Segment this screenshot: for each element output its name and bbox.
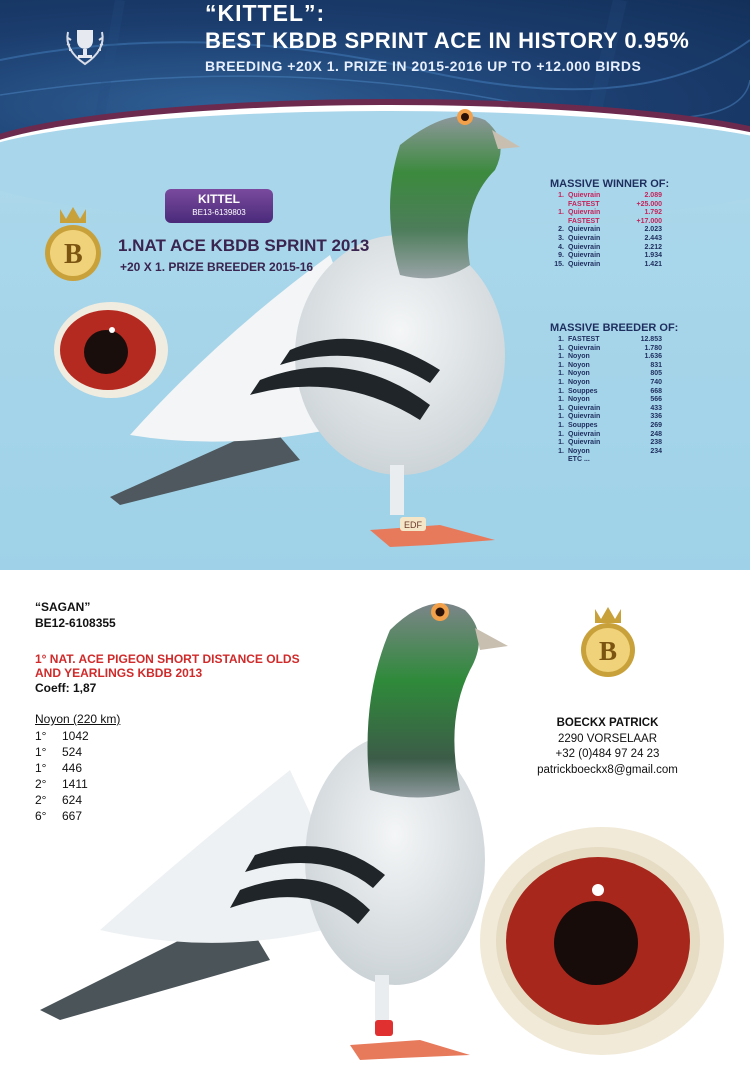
result-place: Noyon [568, 361, 590, 369]
result-rank: 1. [558, 353, 564, 361]
result-row [550, 396, 740, 405]
result-value: 238 [650, 439, 662, 447]
contact-phone[interactable]: +32 (0)484 97 24 23 [555, 748, 660, 760]
pigeon-eye-bottom [478, 825, 726, 1057]
result-row [550, 405, 740, 414]
result-value: 805 [650, 370, 662, 378]
crown-b-logo-bottom [577, 605, 639, 681]
massive-breeder-heading: MASSIVE BREEDER OF: [550, 322, 679, 334]
result-value: +25.000 [636, 200, 662, 208]
result-place: Noyon [568, 447, 590, 455]
result-value: 740 [650, 378, 662, 386]
ace-title: 1.NAT ACE KBDB SPRINT 2013 [118, 236, 370, 255]
result-rank: 1. [558, 344, 564, 352]
result-place: Quievrain [568, 260, 601, 268]
result-rank: 1. [558, 396, 564, 404]
result-place: Quievrain [568, 430, 601, 438]
result-value: 1.780 [644, 344, 662, 352]
result-place: Quievrain [568, 243, 601, 251]
sagan-result-place: 2° [35, 793, 47, 807]
result-row [550, 209, 740, 218]
result-row [550, 261, 740, 270]
massive-breeder-list [550, 322, 740, 465]
result-place: Noyon [568, 396, 590, 404]
result-place: Noyon [568, 370, 590, 378]
result-value: 12.853 [640, 336, 662, 343]
contact-email[interactable]: patrickboeckx8@gmail.com [537, 763, 678, 776]
pigeon-eye-top [52, 300, 170, 400]
result-rank: 1. [558, 378, 564, 386]
result-place: FASTEST [568, 200, 600, 208]
banner-title-line1: “KITTEL”: [205, 0, 326, 26]
sagan-result-row [35, 760, 89, 776]
sagan-result-place: 1° [35, 745, 47, 759]
result-row [550, 353, 740, 362]
result-place: Noyon [568, 353, 590, 361]
result-value: +17.000 [636, 217, 662, 225]
result-value: 1.792 [644, 209, 662, 217]
banner-subtitle: BREEDING +20X 1. PRIZE IN 2015-2016 UP TO +12.000 BIRDS [205, 58, 642, 74]
result-rank: 1. [558, 192, 564, 199]
sagan-result-value: 524 [62, 745, 83, 759]
result-value: 1.636 [644, 353, 662, 361]
result-rank: 1. [558, 387, 564, 395]
result-value: 1.934 [644, 252, 662, 260]
result-rank: 1. [558, 370, 564, 378]
result-rank: 3. [558, 234, 564, 242]
result-place: Quievrain [568, 413, 601, 421]
sagan-result-value: 1411 [62, 777, 88, 791]
sagan-coeff: Coeff: 1,87 [35, 681, 97, 695]
result-rank: 1. [558, 447, 564, 455]
result-row [550, 431, 740, 440]
sagan-result-value: 1042 [62, 729, 89, 743]
result-value: 433 [650, 404, 662, 412]
sagan-result-row [35, 792, 89, 808]
result-rank: 1. [558, 209, 564, 217]
result-value: 234 [650, 447, 662, 455]
result-place: Souppes [568, 421, 598, 429]
result-row [550, 370, 740, 379]
result-place: Quievrain [568, 404, 601, 412]
sagan-result-row [35, 776, 89, 792]
massive-winner-list [550, 178, 740, 269]
result-row [550, 235, 740, 244]
result-row [550, 226, 740, 235]
result-rank: 1. [558, 430, 564, 438]
sagan-name: “SAGAN” [35, 600, 91, 614]
badge-name: KITTEL [198, 192, 240, 206]
result-row [550, 439, 740, 448]
result-place: Quievrain [568, 439, 601, 447]
result-value: 336 [650, 413, 662, 421]
sagan-results-list [35, 728, 89, 824]
result-value: 248 [650, 430, 662, 438]
result-row [550, 345, 740, 354]
contact-block [520, 716, 695, 778]
sagan-result-value: 667 [62, 809, 83, 823]
result-value: 1.421 [644, 260, 662, 268]
leg-ring-text: EDF [404, 520, 422, 530]
result-row [550, 192, 740, 201]
result-place: Quievrain [568, 192, 601, 199]
result-place: Quievrain [568, 226, 601, 234]
sagan-result-place: 2° [35, 777, 47, 791]
result-value: 668 [650, 387, 662, 395]
massive-winner-heading: MASSIVE WINNER OF: [550, 178, 670, 190]
result-row [550, 244, 740, 253]
sagan-race: Noyon (220 km) [35, 712, 121, 726]
result-rank: 4. [558, 243, 564, 251]
result-value: 566 [650, 396, 662, 404]
result-value: 269 [650, 421, 662, 429]
result-rank: 1. [558, 413, 564, 421]
sagan-title-line2: AND YEARLINGS KBDB 2013 [35, 666, 203, 680]
sagan-result-place: 1° [35, 761, 47, 775]
result-row [550, 379, 740, 388]
result-place: FASTEST [568, 336, 600, 343]
badge-ring: BE13-6139803 [192, 208, 246, 217]
result-place: Quievrain [568, 209, 601, 217]
crown-b-logo [42, 205, 104, 287]
sagan-ring: BE12-6108355 [35, 616, 116, 630]
sagan-result-value: 446 [62, 761, 83, 775]
sagan-result-row [35, 744, 89, 760]
result-place: Quievrain [568, 234, 601, 242]
kittel-name-badge [165, 189, 273, 223]
sagan-result-place: 6° [35, 809, 47, 823]
result-place: Quievrain [568, 252, 601, 260]
contact-name: BOECKX PATRICK [556, 717, 659, 729]
result-row [550, 388, 740, 397]
result-place: Noyon [568, 378, 590, 386]
result-rank [550, 456, 564, 465]
result-place: FASTEST [568, 217, 600, 225]
sagan-result-row [35, 808, 89, 824]
result-place: Quievrain [568, 344, 601, 352]
result-row [550, 336, 740, 345]
result-place: ETC ... [568, 456, 590, 464]
svg-text:B: B [599, 636, 618, 666]
result-row [550, 362, 740, 371]
ace-subtitle: +20 X 1. PRIZE BREEDER 2015-16 [120, 260, 314, 274]
result-row [550, 448, 740, 457]
result-value [622, 456, 662, 465]
result-rank: 1. [558, 439, 564, 447]
result-value: 2.023 [644, 226, 662, 234]
result-value: 2.443 [644, 234, 662, 242]
result-row [550, 456, 740, 465]
sagan-title-line1: 1° NAT. ACE PIGEON SHORT DISTANCE OLDS [35, 652, 300, 666]
trophy-icon [60, 20, 110, 70]
contact-city: 2290 VORSELAAR [557, 732, 658, 745]
result-rank: 1. [558, 404, 564, 412]
result-rank: 2. [558, 226, 564, 234]
sagan-result-value: 624 [62, 793, 83, 807]
svg-text:B: B [64, 239, 83, 270]
result-rank: 1. [558, 361, 564, 369]
result-row [550, 252, 740, 261]
result-rank: 9. [558, 252, 564, 260]
result-value: 831 [650, 361, 662, 369]
result-row [550, 201, 740, 210]
sagan-result-place: 1° [35, 729, 47, 743]
sagan-result-row [35, 728, 89, 744]
result-row [550, 413, 740, 422]
result-value: 2.089 [644, 192, 662, 199]
result-rank: 15. [554, 260, 564, 268]
banner-title-line2: BEST KBDB SPRINT ACE IN HISTORY 0.95% [205, 28, 690, 53]
result-place: Souppes [568, 387, 598, 395]
result-row [550, 422, 740, 431]
result-rank [550, 218, 564, 227]
result-rank: 1. [558, 421, 564, 429]
result-rank [550, 201, 564, 210]
result-value: 2.212 [644, 243, 662, 251]
result-row [550, 218, 740, 227]
result-rank: 1. [558, 336, 564, 343]
sagan-panel [0, 570, 750, 1070]
